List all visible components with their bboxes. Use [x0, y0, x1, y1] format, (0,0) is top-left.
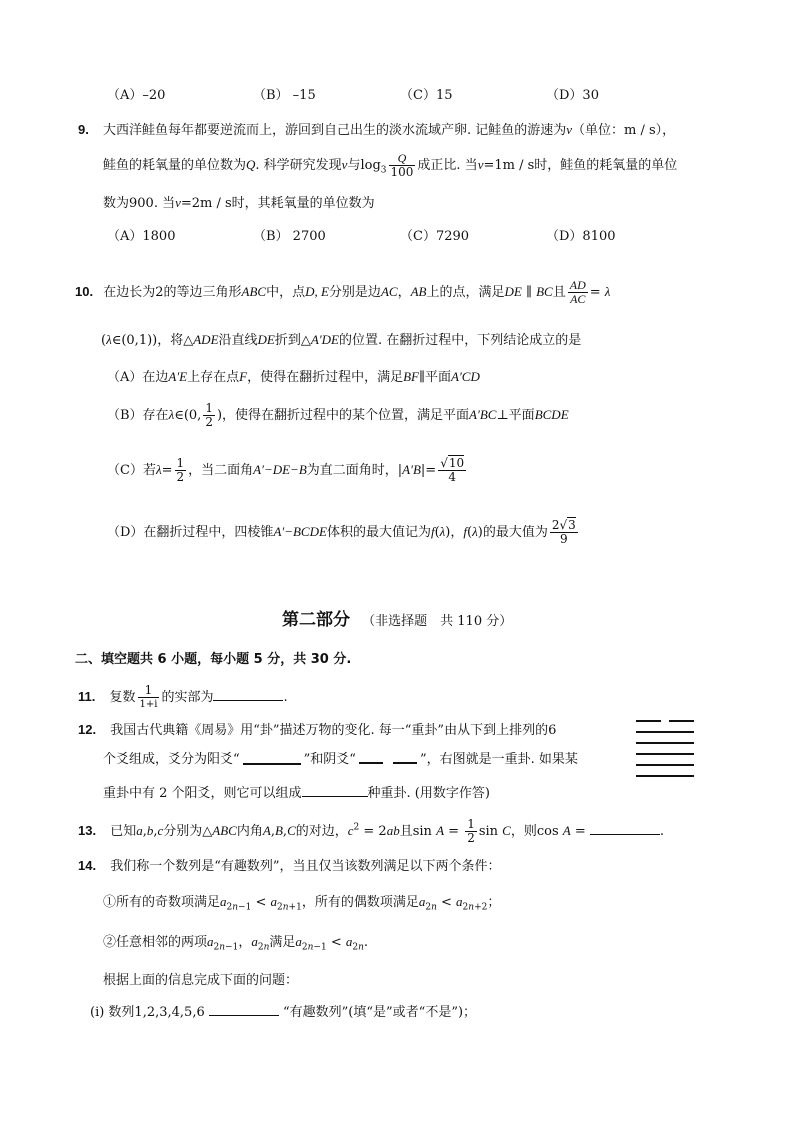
- q10-number: 10.: [75, 284, 94, 299]
- q8-option-a: （A）–20: [107, 88, 166, 103]
- part2-title: 第二部分: [282, 610, 350, 630]
- part2-subtitle: （非选择题 共 110 分）: [362, 614, 513, 629]
- q10-option-b: （B）存在λ∈(0, $\frac{1}{2}$ )，使得在翻折过程中的某个位置，满足平面A′BC⊥平面BCDE: [107, 401, 569, 429]
- q13-number: 13.: [78, 823, 97, 838]
- q11-number: 11.: [78, 689, 96, 704]
- q11: 11. 复数 $\frac{1}{1+i}$ 的实部为 .: [78, 683, 288, 710]
- q12-number: 12.: [78, 722, 97, 737]
- q8-option-b: （B） –15: [253, 88, 316, 103]
- q11-answer-blank[interactable]: [213, 688, 283, 701]
- q10-line2: (λ∈(0,1))，将△ADE沿直线DE折到△A′DE的位置. 在翻折过程中，下列结论成立的是: [101, 332, 582, 348]
- q14-condition1: ①所有的奇数项满足$a_{2n-1} < a_{2n+1}$，所有的偶数项满足$a_{2n} < a_{2n+2}$；: [103, 894, 501, 913]
- q9-option-c: （C）7290: [400, 229, 470, 244]
- q10-option-d: （D）在翻折过程中，四棱锥A′−BCDE体积的最大值记为f(λ)，f(λ)的最大值为 $\frac{2√3}{9}$: [107, 518, 576, 546]
- q14-number: 14.: [78, 858, 97, 873]
- q9-number: 9.: [78, 122, 89, 137]
- q9-line1: 9. 大西洋鲑鱼每年都要逆流而上，游回到自己出生的淡水流域产卵. 记鲑鱼的游速为v（单位：m / s），: [78, 122, 676, 138]
- hexagram-line-2: [636, 764, 694, 766]
- section-fill-in-heading: 二、填空题共 6 小题，每小题 5 分，共 30 分.: [75, 652, 352, 667]
- hexagram-line-4: [636, 742, 694, 744]
- q10-option-a: （A）在边A′E上存在点F，使得在翻折过程中，满足BF∥平面A′CD: [107, 369, 480, 385]
- q10-line1: 10. 在边长为2的等边三角形ABC中，点D, E分别是边AC，AB上的点，满足DE ∥ BC且 $\frac{AD}{AC}$ = λ: [75, 278, 611, 306]
- hexagram-line-1: [636, 775, 694, 777]
- q14-line1: 14. 我们称一个数列是“有趣数列”，当且仅当该数列满足以下两个条件：: [78, 858, 501, 874]
- q9-line2: 鲑鱼的耗氧量的单位数为Q. 科学研究发现v与$\log_3$ $\frac{Q}{100}$ 成正比. 当v=1m / s时，鲑鱼的耗氧量的单位: [103, 151, 678, 179]
- q12-line3: 重卦中有 2 个阳爻，则它可以组成 种重卦. (用数字作答): [103, 786, 490, 801]
- q14-line3: 根据上面的信息完成下面的问题：: [103, 973, 299, 988]
- q12-answer-blank[interactable]: [302, 784, 368, 797]
- q8-option-c: （C）15: [400, 88, 453, 103]
- q8-option-d: （D）30: [546, 88, 599, 103]
- q12-line2: 个爻组成，爻分为阳爻“ ”和阴爻“ ”，右图就是一重卦. 如果某: [103, 752, 578, 767]
- q9-option-a: （A）1800: [107, 229, 176, 244]
- q9-option-d: （D）8100: [546, 229, 616, 244]
- q13-answer-blank[interactable]: [590, 822, 660, 835]
- yang-line-icon: [243, 754, 301, 765]
- q9-option-b: （B） 2700: [253, 229, 326, 244]
- q13: 13. 已知a,b,c分别为△ABC内角A,B,C的对边，$c^2 = 2ab$且sin A = $\frac{1}{2}$ sin C，则cos A = .: [78, 817, 665, 845]
- q14-answer-blank[interactable]: [209, 1003, 279, 1016]
- q9-line3: 数为900. 当v=2m / s时，其耗氧量的单位数为: [103, 195, 375, 211]
- q14-condition2: ②任意相邻的两项$a_{2n-1}$，$a_{2n}$满足$a_{2n-1} < a_{2n}$.: [103, 934, 369, 953]
- part2-heading: [282, 611, 512, 631]
- yin-line-icon: [359, 755, 417, 764]
- q12-line1: 12. 我国古代典籍《周易》用“卦”描述万物的变化. 每一“重卦”由从下到上排列的6: [78, 722, 557, 738]
- hexagram-line-5: [636, 731, 694, 733]
- q10-option-c: （C）若λ= $\frac{1}{2}$ ，当二面角A′−DE−B为直二面角时，|A′B|= $\frac{√10}{4}$: [107, 456, 465, 484]
- hexagram-line-3: [636, 753, 694, 755]
- hexagram-figure: [636, 720, 694, 786]
- hexagram-line-6: [636, 720, 694, 722]
- q14-part-i: (i) 数列1,2,3,4,5,6 “有趣数列”(填“是”或者“不是”)；: [90, 1005, 477, 1020]
